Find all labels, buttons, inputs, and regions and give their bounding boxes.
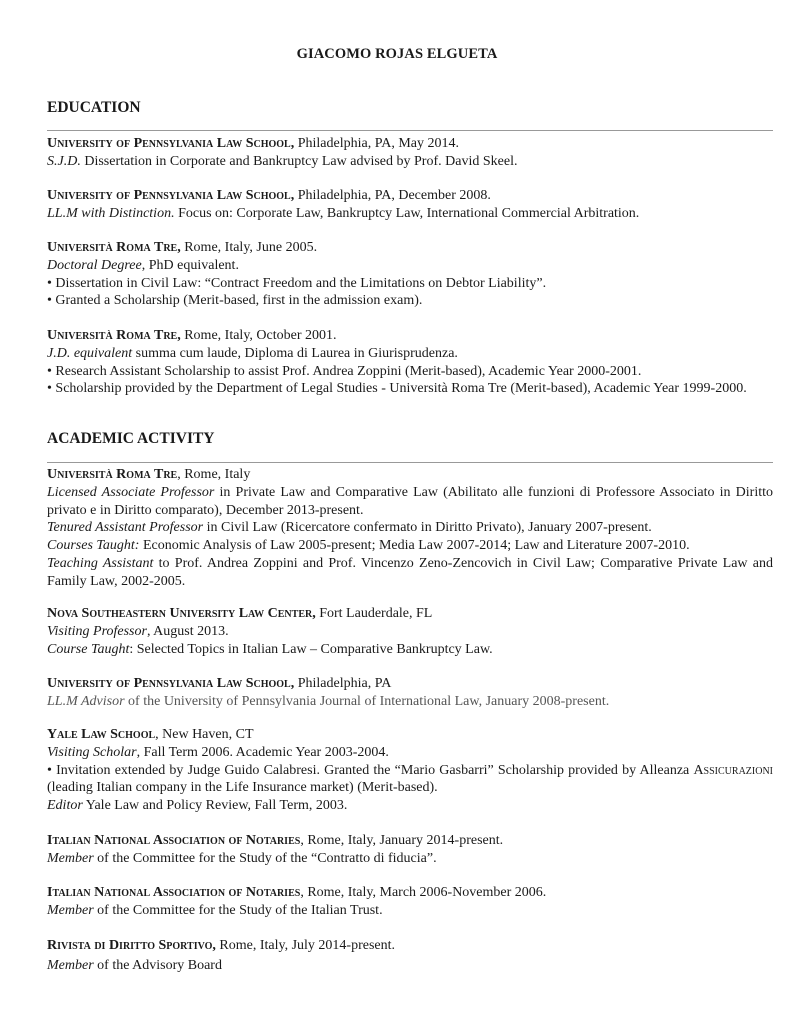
entry-paragraph (47, 693, 773, 711)
entry-header (47, 937, 773, 955)
entry-paragraph (47, 957, 773, 975)
bullet-item: • Scholarship provided by the Department of Legal Studies - Università Roma Tre (Merit-based), Academic Year 1999-2000. (47, 381, 747, 397)
entry-paragraph (47, 744, 773, 762)
institution-name: Italian National Association of Notaries (47, 833, 301, 848)
document-title: GIACOMO ROJAS ELGUETA (296, 46, 498, 62)
entry-header (47, 675, 773, 693)
institution-name: Università Roma Tre (47, 467, 178, 482)
entry-header (47, 466, 773, 484)
degree-title: J.D. equivalent (47, 345, 133, 361)
education-entry (47, 135, 773, 171)
entry-line (47, 153, 773, 171)
entry-meta: , Rome, Italy, January 2014-present. (300, 833, 504, 848)
entry-header (47, 135, 773, 153)
entry-paragraph (47, 519, 773, 537)
entry-paragraph (47, 902, 773, 920)
academic-entry (47, 466, 773, 591)
entry-line (47, 257, 773, 275)
entry-text: in Civil Law (Ricercatore confermato in Diritto Privato), January 2007-present. (203, 520, 652, 536)
entry-meta: , New Haven, CT (155, 727, 254, 742)
entry-paragraph (47, 641, 773, 659)
entry-meta: Rome, Italy, October 2001. (180, 328, 337, 343)
institution-name: University of Pennsylvania Law School, (47, 136, 295, 151)
entry-header (47, 327, 773, 345)
role-title: Teaching Assistant (47, 555, 154, 571)
degree-title: Doctoral Degree (47, 257, 142, 273)
entry-text: of the Committee for the Study of the “Contratto di fiducia”. (93, 850, 437, 866)
entry-text: , Fall Term 2006. Academic Year 2003-2004. (136, 744, 389, 760)
education-entry (47, 327, 773, 398)
role-title: Courses Taught: (47, 538, 140, 554)
academic-entry (47, 884, 773, 920)
role-title: Member (47, 957, 94, 973)
entry-text: in Private Law and Comparative Law (Abilitato alle funzioni di Professore Associato in Diritto privato e in Diritto comparato), December 2013-present. (47, 484, 773, 518)
entry-meta: , Rome, Italy (177, 467, 251, 482)
entry-paragraph (47, 555, 773, 591)
role-title: Editor (47, 798, 83, 814)
entry-header (47, 726, 773, 744)
entry-header (47, 832, 773, 850)
institution-name: Italian National Association of Notaries (47, 885, 301, 900)
education-entry (47, 187, 773, 223)
role-title: Course Taught (47, 641, 130, 657)
institution-name: Rivista di Diritto Sportivo, (47, 938, 216, 953)
bullet-item (47, 762, 773, 798)
entry-text: of the University of Pennsylvania Journal of International Law, January 2008-present. (124, 693, 610, 709)
role-title: Visiting Scholar (47, 744, 137, 760)
institution-name: Yale Law School (47, 727, 156, 742)
entry-text: • Invitation extended by Judge Guido Calabresi. Granted the “Mario Gasbarri” Scholarship provided by Alleanza (47, 762, 694, 778)
section-heading-education: EDUCATION (47, 99, 141, 116)
academic-entry (47, 726, 773, 815)
role-title: Member (47, 850, 94, 866)
degree-title: S.J.D. (47, 153, 81, 169)
entry-line (47, 345, 773, 363)
entry-paragraph (47, 537, 773, 555)
entry-text: : Selected Topics in Italian Law – Comparative Bankruptcy Law. (129, 641, 493, 657)
entry-paragraph (47, 623, 773, 641)
entry-text: , August 2013. (146, 623, 229, 639)
bullet-item: • Granted a Scholarship (Merit-based, first in the admission exam). (47, 293, 423, 309)
entry-meta: Philadelphia, PA, May 2014. (294, 136, 459, 151)
role-title: Licensed Associate Professor (47, 484, 215, 500)
role-title: Member (47, 902, 94, 918)
entry-text: summa cum laude, Diploma di Laurea in Giurisprudenza. (132, 345, 458, 361)
entry-header (47, 884, 773, 902)
entry-paragraph (47, 484, 773, 520)
company-name: Assicurazioni (693, 762, 773, 778)
bullet-item: • Dissertation in Civil Law: “Contract Freedom and the Limitations on Debtor Liability”. (47, 275, 547, 291)
entry-text: of the Advisory Board (93, 957, 222, 973)
entry-meta: Fort Lauderdale, FL (315, 606, 433, 621)
entry-text: to Prof. Andrea Zoppini and Prof. Vincenzo Zeno-Zencovich in Civil Law; Comparative Private Law and Family Law, 2002-2005. (47, 555, 773, 589)
entry-meta: Philadelphia, PA (294, 676, 392, 691)
entry-line (47, 205, 773, 223)
entry-meta: , Rome, Italy, March 2006-November 2006. (300, 885, 547, 900)
entry-meta: Rome, Italy, June 2005. (180, 240, 318, 255)
institution-name: Università Roma Tre, (47, 328, 181, 343)
academic-entry (47, 832, 773, 868)
academic-entry (47, 675, 773, 711)
section-rule (47, 130, 773, 131)
entry-header (47, 239, 773, 257)
institution-name: Università Roma Tre, (47, 240, 181, 255)
institution-name: Nova Southeastern University Law Center, (47, 606, 316, 621)
entry-text: (leading Italian company in the Life Insurance market) (Merit-based). (47, 780, 438, 796)
entry-text: Dissertation in Corporate and Bankruptcy Law advised by Prof. David Skeel. (80, 153, 518, 169)
entry-meta: Rome, Italy, July 2014-present. (215, 938, 396, 953)
role-title: LL.M Advisor (47, 693, 125, 709)
bullet-item: • Research Assistant Scholarship to assist Prof. Andrea Zoppini (Merit-based), Academic Year 2000-2001. (47, 363, 642, 379)
entry-text: Yale Law and Policy Review, Fall Term, 2003. (82, 798, 348, 814)
entry-meta: Philadelphia, PA, December 2008. (294, 188, 491, 203)
entry-text: Economic Analysis of Law 2005-present; Media Law 2007-2014; Law and Literature 2007-2010. (139, 538, 690, 554)
entry-text: of the Committee for the Study of the Italian Trust. (93, 902, 383, 918)
institution-name: University of Pennsylvania Law School, (47, 188, 295, 203)
role-title: Visiting Professor (47, 623, 147, 639)
entry-paragraph (47, 797, 773, 815)
entry-paragraph (47, 850, 773, 868)
degree-title: LL.M with Distinction. (47, 205, 175, 221)
entry-text: Focus on: Corporate Law, Bankruptcy Law, International Commercial Arbitration. (174, 205, 640, 221)
role-title: Tenured Assistant Professor (47, 520, 204, 536)
section-rule (47, 462, 773, 463)
entry-header (47, 605, 773, 623)
entry-text: , PhD equivalent. (141, 257, 239, 273)
education-entry (47, 239, 773, 310)
academic-entry (47, 937, 773, 975)
entry-header (47, 187, 773, 205)
section-heading-academic-activity: ACADEMIC ACTIVITY (47, 430, 215, 447)
institution-name: University of Pennsylvania Law School, (47, 676, 295, 691)
academic-entry (47, 605, 773, 658)
